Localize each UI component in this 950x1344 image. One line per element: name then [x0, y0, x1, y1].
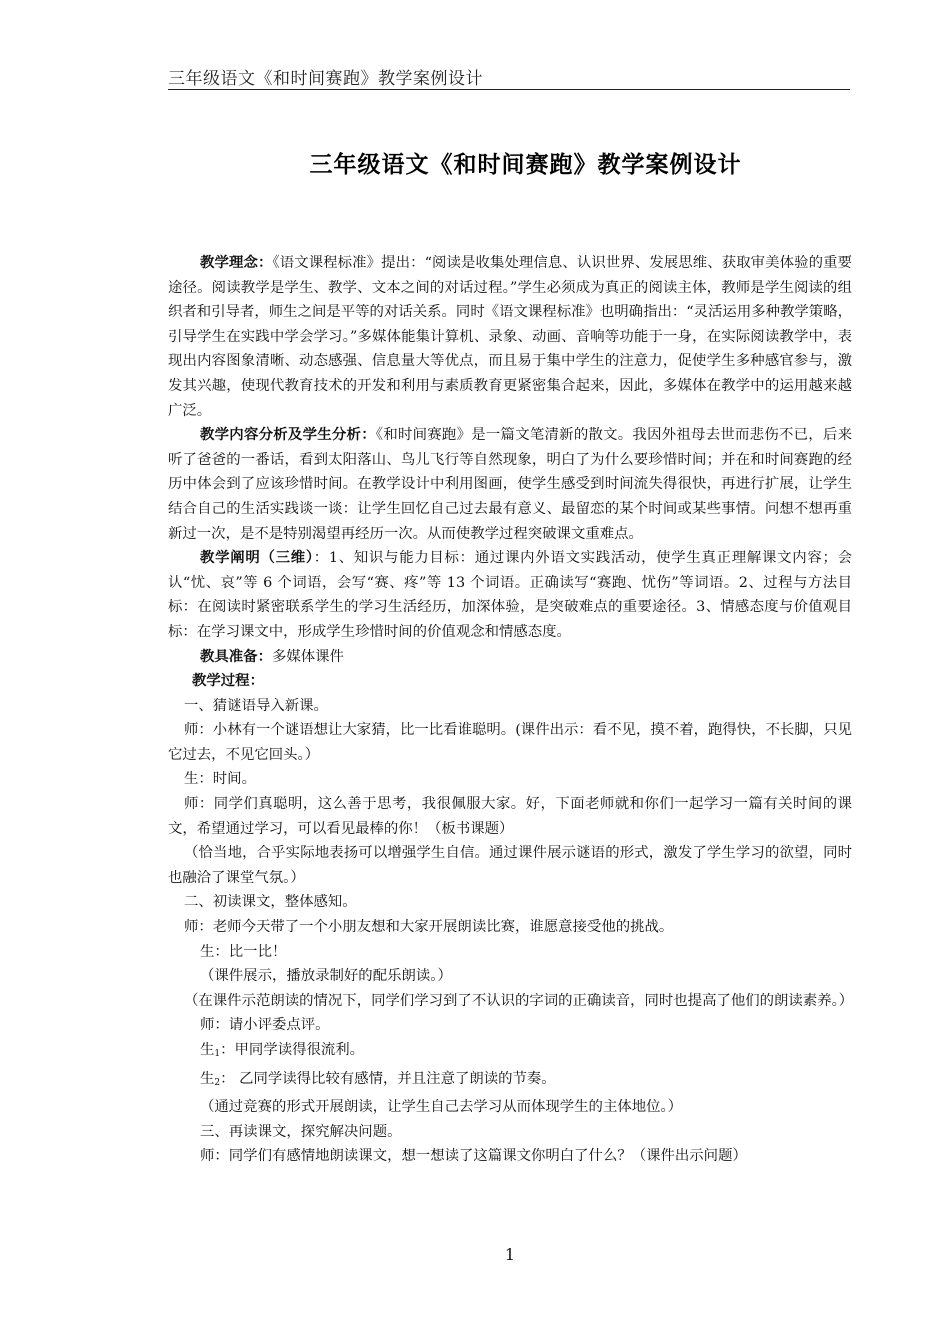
- section1-student-line-1: 生：时间。: [184, 771, 256, 788]
- goals-paragraph: [168, 546, 852, 644]
- header-text: 三年级语文《和时间赛跑》教学案例设计: [168, 69, 483, 89]
- section1-heading: 一、猜谜语导入新课。: [184, 697, 328, 714]
- document-body: [168, 251, 852, 1169]
- section1-teacher-line-1: 师：小林有一个谜语想让大家猜，比一比看谁聪明。(课件出示：看不见，摸不着，跑得快，不长脚，只见它过去，不见它回头。）: [168, 722, 852, 763]
- section2-note-1: （课件展示，播放录制好的配乐朗读。）: [200, 968, 452, 985]
- section2-student-line-1: 生：比一比！: [200, 943, 287, 960]
- section3-heading: 三、再读课文，探究解决问题。: [200, 1123, 402, 1140]
- section2-teacher-line-2: 师：请小评委点评。: [200, 1017, 330, 1034]
- section1-teacher-line-2: 师：同学们真聪明，这么善于思考，我很佩服大家。好，下面老师就和你们一起学习一篇有关时间的课文，希望通过学习，可以看见最棒的你！（板书课题）: [168, 796, 852, 837]
- process-label: 教学过程：: [192, 673, 264, 690]
- student-1-subscript: 1: [214, 1049, 221, 1059]
- analysis-paragraph: [168, 423, 852, 546]
- tools-text: 多媒体课件: [271, 648, 344, 665]
- student-1-prefix: 生: [200, 1042, 215, 1058]
- section3-teacher-line-1: 师：同学们有感情地朗读课文，想一想读了这篇课文你明白了什么？（课件出示问题）: [200, 1148, 747, 1165]
- section2-teacher-line-1: 师：老师今天带了一个小朋友想和大家开展朗读比赛，谁愿意接受他的挑战。: [184, 919, 674, 936]
- section2-note-3: （通过竞赛的形式开展朗读，让学生自己去学习从而体现学生的主体地位。）: [200, 1099, 683, 1116]
- goals-label: 教学阐明（三维）: [200, 550, 314, 567]
- student-2-text: ： 乙同学读得比较有感情，并且注意了朗读的节奏。: [220, 1070, 556, 1087]
- analysis-text: 《和时间赛跑》是一篇文笔清新的散文。我因外祖母去世而悲伤不已，后来听了爸爸的一番话，看到太阳落山、鸟儿飞行等自然现象，明白了为什么要珍惜时间；并在和时间赛跑的经历中体会到了应该珍惜时间。在教学设计中利用图画，使学生感受到时间流失得很快，再进行扩展，让学生结合自己的生活实践谈一谈：让学生回忆自己过去最有意义、最留恋的某个时间或某些事情。问想不想再重新过一次，是不是特别渴望再经历一次。从而使教学过程突破课文重难点。: [168, 427, 852, 542]
- section2-heading: 二、初读课文，整体感知。: [184, 894, 357, 911]
- concept-paragraph: [168, 251, 852, 423]
- student-2-subscript: 2: [214, 1077, 221, 1088]
- page-header: [168, 64, 850, 90]
- section2-note-2: （在课件示范朗读的情况下，同学们学习到了不认识的字词的正确读音，同时也提高了他们的朗读素养。）: [184, 992, 854, 1009]
- tools-paragraph: [168, 645, 852, 670]
- concept-label: 教学理念：: [200, 255, 273, 271]
- goals-text: ：1、知识与能力目标：通过课内外语文实践活动，使学生真正理解课文内容；会认“忧、哀”等 6 个词语，会写“赛、疼”等 13 个词语。正确读写“赛跑、忧伤”等词语。2、过程与方法目标：在阅读时紧密联系学生的学习生活经历，加深体验，是突破难点的重要途径。3、情感态度与价值观目标：在学习课文中，形成学生珍惜时间的价值观念和情感态度。: [168, 550, 852, 640]
- analysis-label: 教学内容分析及学生分析：: [200, 427, 376, 444]
- document-title: 三年级语文《和时间赛跑》教学案例设计: [309, 152, 742, 178]
- concept-text: 《语文课程标准》提出：“阅读是收集处理信息、认识世界、发展思维、获取审美体验的重要途径。阅读教学是学生、教学、文本之间的对话过程。”学生必须成为真正的阅读主体，教师是学生阅读的组织者和引导者，师生之间是平等的对话关系。同时《语文课程标准》也明确指出：“灵活运用多种教学策略，引导学生在实践中学会学习。”多媒体能集计算机、录象、动画、音响等功能于一身，在实际阅读教学中，表现出内容图象清晰、动态感强、信息量大等优点，而且易于集中学生的注意力，促使学生多种感官参与，激发其兴趣，使现代教育技术的开发和利用与素质教育更紧密集合起来，因此，多媒体在教学中的运用越来越广泛。: [168, 255, 852, 419]
- student-2-prefix: 生: [200, 1070, 215, 1087]
- student-1-text: ：甲同学读得很流利。: [220, 1042, 365, 1058]
- section1-note: （恰当地，合乎实际地表扬可以增强学生自信。通过课件展示谜语的形式，激发了学生学习的欲望，同时也融洽了课堂气氛。）: [168, 845, 852, 886]
- section2-student-2: [168, 1067, 852, 1096]
- process-heading: [168, 669, 852, 694]
- section2-student-1: [168, 1038, 852, 1067]
- page-number: 1: [504, 1245, 516, 1264]
- tools-label: 教具准备：: [200, 648, 272, 665]
